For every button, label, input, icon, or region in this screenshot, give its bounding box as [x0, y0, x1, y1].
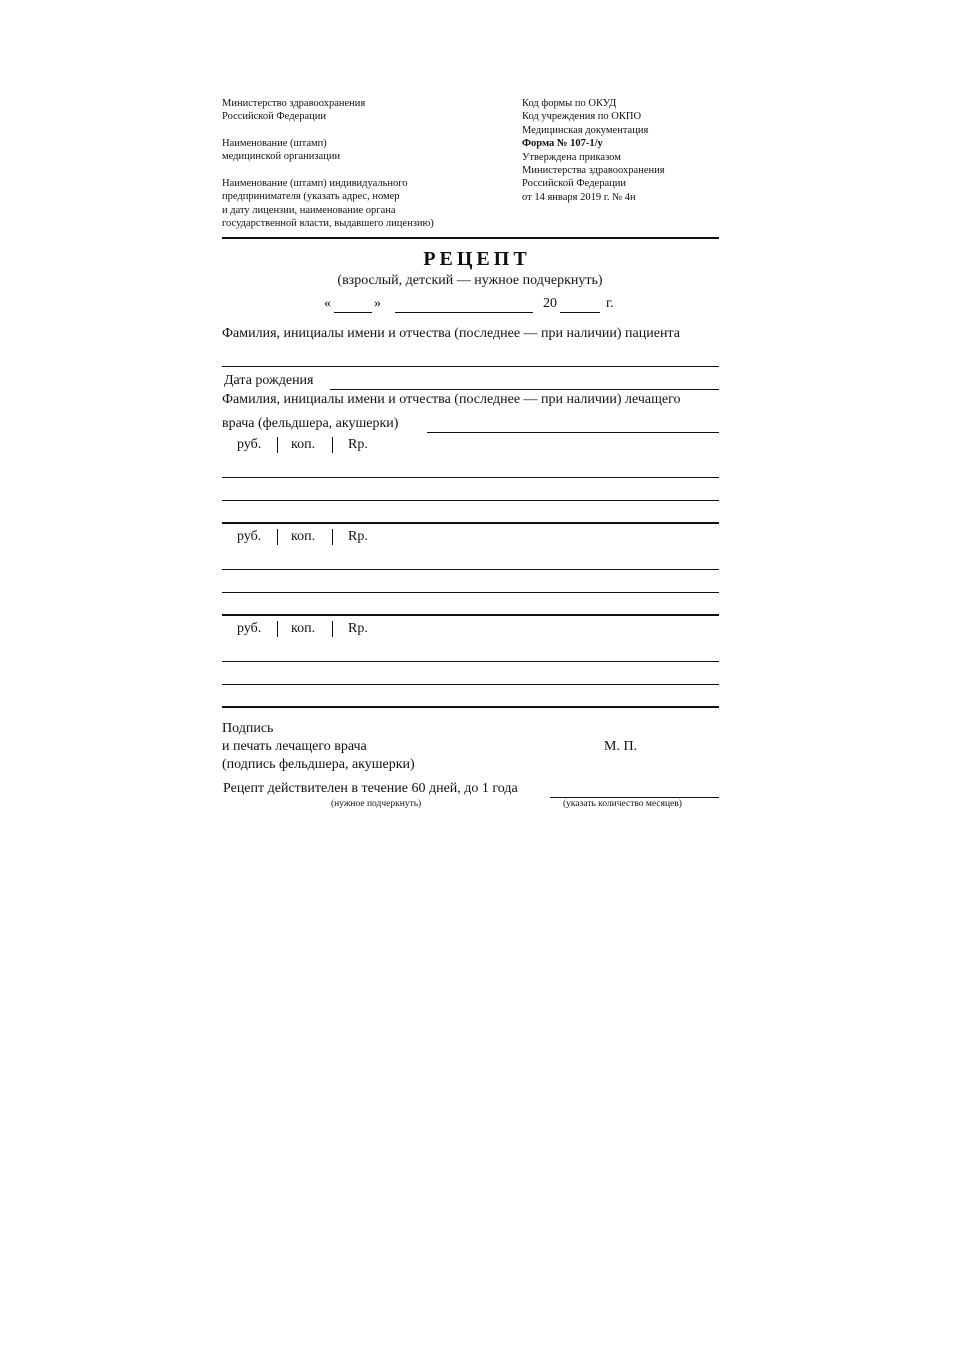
rx-block-3-separator-2	[332, 621, 333, 637]
ip-stamp-line-1: Наименование (штамп) индивидуального	[222, 178, 408, 189]
signature-line-2: и печать лечащего врача	[222, 739, 367, 754]
rx-block-3-line-2[interactable]	[222, 684, 719, 685]
rx-block-3-divider	[222, 706, 719, 708]
okud-code-label: Код формы по ОКУД	[522, 98, 617, 109]
page-title: РЕЦЕПТ	[423, 248, 531, 270]
birth-date-label: Дата рождения	[224, 373, 314, 388]
federation-label: Российской Федерации	[522, 178, 626, 190]
ministry-label: Министерства здравоохранения	[522, 165, 665, 177]
validity-note-underline: (нужное подчеркнуть)	[331, 799, 422, 809]
rx-block-2-separator-1	[277, 529, 278, 545]
org-stamp-line-1: Наименование (штамп)	[222, 138, 327, 149]
rx-block-1-line-1[interactable]	[222, 477, 719, 478]
rx-block-1-rub-label: руб.	[237, 437, 262, 452]
date-day-field[interactable]	[334, 312, 372, 313]
signature-line-1: Подпись	[222, 721, 274, 736]
ip-stamp-line-2: предпринимателя (указать адрес, номер	[222, 191, 400, 203]
header-right	[522, 97, 665, 204]
patient-name-field[interactable]	[222, 366, 719, 367]
ip-stamp-line-3: и дату лицензии, наименование органа	[222, 204, 396, 216]
med-doc-label: Медицинская документация	[522, 124, 649, 136]
date-year-suffix: г.	[606, 296, 614, 311]
validity-text: Рецепт действителен в течение 60 дней, до 1 года	[223, 781, 518, 796]
order-date-label: от 14 января 2019 г. № 4н	[522, 191, 636, 203]
date-open-quote: «	[324, 296, 331, 311]
rx-block-3-rp-label: Rp.	[348, 621, 368, 636]
ministry-line-1: Министерство здравоохранения	[222, 98, 366, 109]
patient-label: Фамилия, инициалы имени и отчества (последнее — при наличии) пациента	[222, 326, 680, 341]
rx-block-1-separator-1	[277, 437, 278, 453]
rx-block-3-line-1[interactable]	[222, 661, 719, 662]
header-left-ip-stamp	[222, 177, 434, 231]
rx-block-2-divider	[222, 614, 719, 616]
signature-line-3: (подпись фельдшера, акушерки)	[222, 757, 415, 772]
header-left-ministry	[222, 97, 365, 124]
date-year-prefix: 20	[543, 296, 557, 311]
validity-months-field[interactable]	[550, 797, 719, 798]
rx-block-3-kop-label: коп.	[291, 621, 316, 636]
rx-block-2-rub-label: руб.	[237, 529, 262, 544]
date-month-field[interactable]	[395, 312, 533, 313]
doctor-label-line-2: врача (фельдшера, акушерки)	[222, 416, 399, 431]
rx-block-2-kop-label: коп.	[291, 529, 316, 544]
page-subtitle: (взрослый, детский — нужное подчеркнуть)	[337, 273, 603, 288]
rx-block-2-line-2[interactable]	[222, 592, 719, 593]
org-stamp-line-2: медицинской организации	[222, 151, 341, 163]
rx-block-1-divider	[222, 522, 719, 524]
ministry-line-2: Российской Федерации	[222, 111, 326, 123]
rx-block-2-rp-label: Rp.	[348, 529, 368, 544]
rx-block-2-separator-2	[332, 529, 333, 545]
form-number: Форма № 107-1/у	[522, 138, 603, 150]
rx-block-1-kop-label: коп.	[291, 437, 316, 452]
rx-block-1-separator-2	[332, 437, 333, 453]
validity-note-months: (указать количество месяцев)	[563, 799, 682, 809]
header-divider	[222, 237, 719, 239]
ip-stamp-line-4: государственной власти, выдавшего лицензию)	[222, 218, 434, 230]
okpo-code-label: Код учреждения по ОКПО	[522, 111, 642, 123]
doctor-label-line-1: Фамилия, инициалы имени и отчества (последнее — при наличии) лечащего	[222, 392, 681, 407]
birth-date-field[interactable]	[330, 389, 719, 390]
doctor-name-field[interactable]	[427, 432, 719, 433]
date-close-quote: »	[374, 296, 381, 311]
rx-block-3-separator-1	[277, 621, 278, 637]
stamp-place-label: М. П.	[604, 739, 638, 754]
rx-block-3-rub-label: руб.	[237, 621, 262, 636]
date-year-field[interactable]	[560, 312, 600, 313]
rx-block-1-line-2[interactable]	[222, 500, 719, 501]
rx-block-1-rp-label: Rp.	[348, 437, 368, 452]
rx-block-2-line-1[interactable]	[222, 569, 719, 570]
header-left-org-stamp	[222, 137, 340, 164]
approved-label: Утверждена приказом	[522, 151, 621, 163]
